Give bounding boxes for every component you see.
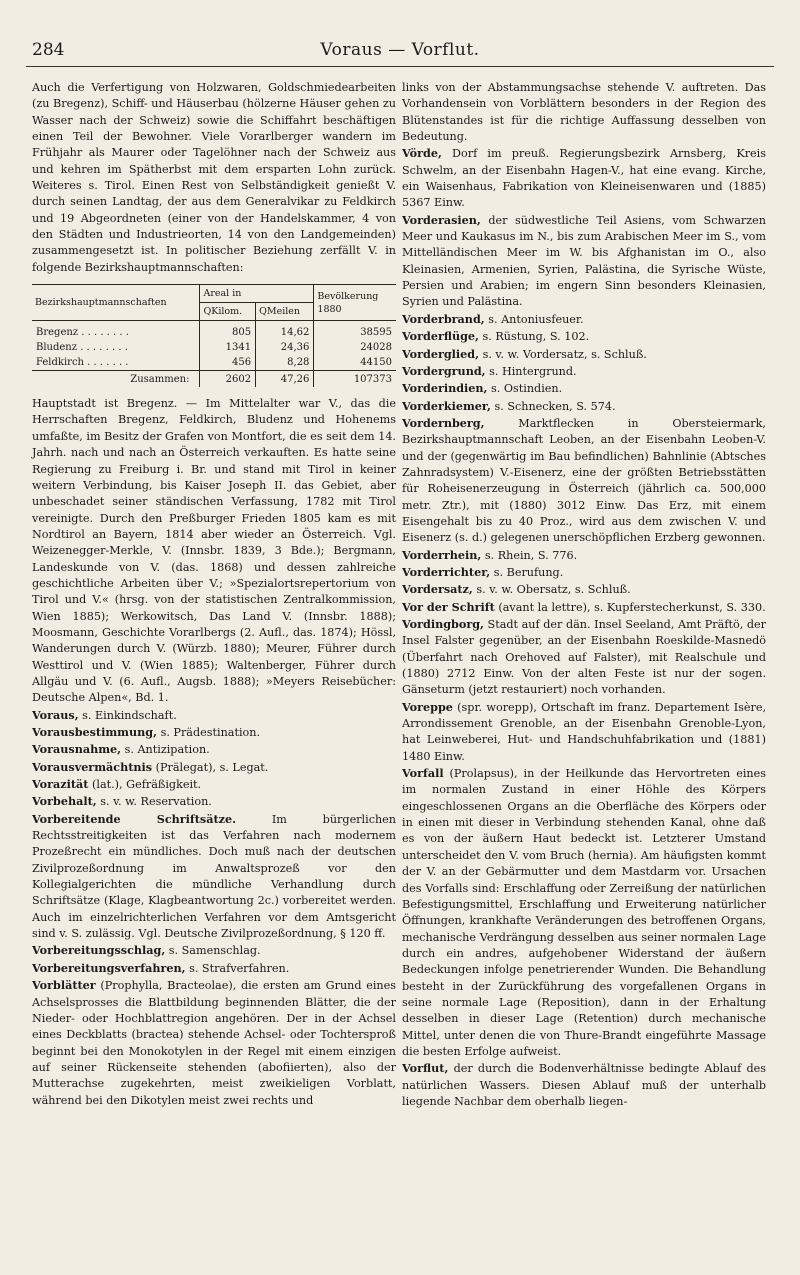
- table-header-area: Areal in: [200, 285, 314, 303]
- entry-vorblaetter: [32, 977, 396, 1109]
- entry-vorderasien: [402, 212, 766, 311]
- entry-vorbereitungsverfahren: [32, 960, 396, 977]
- table-header-area-mi: QMeilen: [256, 303, 314, 321]
- total-label: Zusammen:: [32, 371, 200, 388]
- entry-headword: Vorausvermächtnis: [32, 759, 153, 774]
- entry-headword: Voreppe: [402, 699, 453, 714]
- entry-vorausnahme: [32, 741, 396, 758]
- entry-text: Im bürgerlichen Rechtsstreitigkeiten ist das Verfahren nach modernem Prozeßrecht ein mündliches. Doch muß nach der deutschen Zivilprozeßordnung im Anwaltsprozeß vor den Kollegialgerichten die mündliche Verhandlung durch Schriftsätze (Klage, Klagbeantwortung 2c.) vorbereitet werden. Auch im einzelrichterlichen Verfahren vor dem Amtsgericht sind v. S. zulässig. Vgl. Deutsche Zivilprozeßordnung, § 120 ff.: [32, 812, 396, 941]
- entry-text: s. Hintergrund.: [485, 364, 577, 378]
- total-population: 107373: [314, 371, 396, 388]
- entry-text: s. Prädestination.: [157, 726, 261, 739]
- entry-vordernberg: [402, 415, 766, 547]
- entry-headword: Vorbehalt,: [32, 794, 97, 809]
- table-header-area-km: QKilom.: [200, 303, 256, 321]
- area-mi: 8,28: [256, 355, 314, 371]
- entry-vor-der-schrift: [402, 599, 766, 616]
- entry-headword: Vorderflüge,: [402, 329, 479, 344]
- population: 44150: [314, 355, 396, 371]
- population-year: 1880: [317, 303, 342, 315]
- entry-text: (avant la lettre), s. Kupferstecherkunst, S. 330.: [494, 600, 766, 614]
- entry-text: s. Antoniusfeuer.: [484, 312, 584, 326]
- entry-headword: Vorbereitungsverfahren,: [32, 960, 186, 975]
- entry-voraus: [32, 707, 396, 724]
- entry-vorbehalt: [32, 793, 396, 810]
- entry-headword: Vorderindien,: [402, 381, 488, 396]
- running-title: Voraus — Vorflut.: [320, 40, 480, 60]
- entry-text: s. Ostindien.: [487, 382, 563, 396]
- entry-text: s. Antizipation.: [121, 743, 210, 757]
- entry-vordergrund: [402, 363, 766, 380]
- entry-text: Marktflecken in Obersteiermark, Bezirkshauptmannschaft Leoben, an der Eisenbahn Leoben-V. und der (gegenwärtig im Bau befindlichen) Bahnlinie (Abtsches Zahnradsystem) V.-Eisenerz, eine der größten Betriebsstätten für Roheisenerzeugung in Österreich (jährlich ca. 500,000 metr. Ztr.), mit (1880) 3012 Einw. Das Erz, mit einem Eisengehalt bis zu 40 Proz., wird aus dem zwischen V. und Eisenerz (s. d.) gelegenen unerschöpflichen Erzberg gewonnen.: [402, 416, 766, 545]
- entry-vorbereitende-schriftsaetze: [32, 811, 396, 943]
- entry-headword: Vorbereitende Schriftsätze.: [32, 811, 236, 826]
- entry-text: (Prophylla, Bracteolae), die ersten am Grund eines Achselsprosses die Blattbildung beginnenden Blätter, die der Nieder- oder Hochblattregion angehören. Der in der Achsel eines Deckblatts (bractea) stehende Achsel- oder Tochtersproß beginnt bei den Monokotylen in der Regel mit einem einzigen auf seiner Rückenseite stehenden (abofiierten), also der Mutterachse zugekehrten, meist zweikieligen Vorblatt, während bei den Dikotylen meist zwei rechts und: [32, 979, 396, 1107]
- entry-vorflut: [402, 1060, 766, 1110]
- entry-headword: Vor der Schrift: [402, 599, 495, 614]
- table-total-row: [32, 371, 396, 388]
- entry-vorderbrand: [402, 311, 766, 328]
- entry-text: s. Berufung.: [490, 565, 564, 579]
- entry-text: s. v. w. Obersatz, s. Schluß.: [472, 583, 631, 597]
- entry-text: s. Strafverfahren.: [185, 961, 290, 975]
- table-row: [32, 355, 396, 371]
- page-header: [26, 36, 774, 67]
- entry-text: der südwestliche Teil Asiens, vom Schwarzen Meer und Kaukasus im N., bis zum Arabischen Meer im S., vom Mittelländischen Meer im W. bis Afghanistan im O., also Kleinasien, Armenien, Syrien, Palästina, die Syrische Wüste, Persien und Arabien; im engern Sinn besonders Kleinasien, Syrien und Palästina.: [402, 213, 766, 309]
- area-mi: 24,36: [256, 340, 314, 355]
- table-header-population: [314, 285, 396, 321]
- entry-headword: Vorausbestimmung,: [32, 725, 158, 739]
- right-column: [402, 80, 766, 1110]
- entry-headword: Vorderbrand,: [402, 311, 485, 326]
- entry-text: (Prälegat), s. Legat.: [152, 760, 269, 774]
- population-label: Bevölkerung: [317, 290, 379, 302]
- total-area-mi: 47,26: [256, 371, 314, 388]
- entry-vorfall: [402, 765, 766, 1060]
- entry-headword: Vordersatz,: [402, 582, 473, 597]
- entry-headword: Vorbereitungsschlag,: [32, 943, 166, 958]
- entry-vorderkiemer: [402, 398, 766, 415]
- entry-headword: Vorazität: [32, 777, 89, 792]
- entry-headword: Vorderglied,: [402, 346, 480, 361]
- paragraph-vorarlberg-1: Auch die Verfertigung von Holzwaren, Goldschmiedearbeiten (zu Bregenz), Schiff- und Häuserbau (hölzerne Häuser gehen zu Wasser nach der Schweiz) sowie die Schiffahrt beschäftigen einen Teil der Bewohner. Viele Vorarlberger wandern im Frühjahr als Maurer oder Tagelöhner nach der Schweiz aus und kehren im Spätherbst mit dem ersparten Lohn zurück. Weiteres s. Tirol. Einen Rest von Selbständigkeit genießt V. durch seinen Landtag, der aus dem Generalvikar zu Feldkirch und 19 Abgeordneten (einer von der Handelskammer, 4 von den Städten und Industrieorten, 14 von den Landgemeinden) zusammengesetzt ist. In politischer Beziehung zerfällt V. in folgende Bezirkshauptmannschaften:: [32, 81, 396, 274]
- district-name: Bregenz . . . . . . . .: [36, 327, 129, 339]
- entry-headword: Vordernberg,: [402, 415, 485, 430]
- total-area-km: 2602: [200, 371, 256, 388]
- district-name: Feldkirch . . . . . . .: [36, 357, 129, 369]
- entry-text: (Prolapsus), in der Heilkunde das Hervortreten eines im normalen Zustand in einer Höhle des Körpers eingeschlossenen Organs an die Oberfläche des Körpers oder in einen mit dieser in Verbindung stehenden Kanal, ohne daß es von der äußern Haut bedeckt ist. Letzterer Umstand unterscheidet den V. vom Bruch (hernia). Am häufigsten kommt der V. an der Gebärmutter und dem Mastdarm vor. Ursachen des Vorfalls sind: Erschlaffung oder Zerreißung der natürlichen Befestigungsmittel, Erschlaffung und Erweiterung natürlicher Öffnungen, krankhafte Veränderungen des betroffenen Organs, mechanische Verdrängung desselben aus seiner normalen Lage durch ein andres, aufgehobener Widerstand der äußern Bedeckungen infolge penetrierender Wunden. Die Behandlung besteht in der Zurückführung des vorgefallenen Organs in seine normale Lage (Reposition), dann in der Erhaltung desselben in dieser Lage (Retention) durch mechanische Mittel, unter denen die von Thure-Brandt eingeführte Massage die besten Erfolge aufweist.: [402, 767, 766, 1058]
- entry-headword: Vorderrichter,: [402, 564, 491, 579]
- entry-text: s. Rhein, S. 776.: [481, 548, 578, 562]
- entry-headword: Vorderrhein,: [402, 547, 482, 562]
- paragraph-vorarlberg-2: Hauptstadt ist Bregenz. — Im Mittelalter war V., das die Herrschaften Bregenz, Feldkirch, Bludenz und Hohenems umfaßte, im Besitz der Grafen von Montfort, die es seit dem 14. Jahrh. nach und nach an Österreich verkauften. Es hatte seine Regierung zu Freiburg i. Br. und stand mit Tirol in keiner weitern Verbindung, bis Kaiser Joseph II. das Gebiet, aber unbeschadet seiner ständischen Verfassung, 1782 mit Tirol vereinigte. Durch den Preßburger Frieden 1805 kam es mit Nordtirol an Bayern, 1814 aber wieder an Österreich. Vgl. Weizenegger-Merkle, V. (Innsbr. 1839, 3 Bde.); Bergmann, Landeskunde von V. (das. 1868) und dessen zahlreiche geschichtliche Arbeiten über V.; »Spezialortsrepertorium von Tirol und V.« (hrsg. von der statistischen Zentralkommission, Wien 1885); Werkowitsch, Das Land V. (Innsbr. 1888); Moosmann, Geschichte Vorarlbergs (2. Aufl., das. 1874); Hössl, Wanderungen durch V. (Würzb. 1880); Meurer, Führer durch Westtirol und V. (Wien 1885); Waltenberger, Führer durch Allgäu und V. (6. Aufl., Augsb. 1888); »Meyers Reisebücher: Deutsche Alpen«, Bd. 1.: [32, 397, 396, 705]
- entry-vordersatz: [402, 581, 766, 598]
- population: 24028: [314, 340, 396, 355]
- left-column: [32, 80, 396, 1109]
- entry-text: Dorf im preuß. Regierungsbezirk Arnsberg, Kreis Schwelm, an der Eisenbahn Hagen-V., hat eine evang. Kirche, ein Waisenhaus, Fabrikation von Kleineisenwaren und (1885) 5367 Einw.: [402, 147, 766, 210]
- entry-text: s. v. w. Vordersatz, s. Schluß.: [479, 347, 647, 361]
- entry-voreppe: [402, 699, 766, 765]
- entry-vorderindien: [402, 380, 766, 397]
- area-mi: 14,62: [256, 325, 314, 340]
- entry-text: s. v. w. Reservation.: [96, 795, 212, 809]
- entry-vorausbestimmung: [32, 724, 396, 741]
- entry-text: Stadt auf der dän. Insel Seeland, Amt Präftö, der Insel Falster gegenüber, an der Eisenbahn Roeskilde-Masnedö (Überfahrt nach Orehoved auf Falster), mit Realschule und (1880) 2712 Einw. Von der alten Feste ist nur der sogen. Gänseturm (jetzt restauriert) noch vorhanden.: [402, 618, 766, 697]
- entry-text: der durch die Bodenverhältnisse bedingte Ablauf des natürlichen Wassers. Diesen Ablauf muß der unterhalb liegende Nachbar dem oberhalb liegen-: [402, 1062, 766, 1108]
- area-km: 1341: [200, 340, 256, 355]
- entry-vorderfluege: [402, 328, 766, 345]
- entry-text: s. Samenschlag.: [165, 944, 261, 958]
- entry-text: (spr. worepp), Ortschaft im franz. Departement Isère, Arrondissement Grenoble, an der Eisenbahn Grenoble-Lyon, hat Leinweberei, Hut- und Handschuhfabrikation und (1881) 1480 Einw.: [402, 700, 766, 763]
- district-table: [32, 284, 396, 387]
- entry-headword: Vörde,: [402, 146, 442, 161]
- entry-vorderrichter: [402, 564, 766, 581]
- entry-headword: Vorfall: [402, 766, 444, 781]
- entry-text: (lat.), Gefräßigkeit.: [88, 778, 202, 792]
- entry-vordingborg: [402, 616, 766, 699]
- entry-vorausvermaechtnis: [32, 759, 396, 776]
- area-km: 456: [200, 355, 256, 371]
- district-name: Bludenz . . . . . . . .: [36, 342, 128, 354]
- table-row: [32, 340, 396, 355]
- entry-headword: Vorderkiemer,: [402, 398, 491, 413]
- entry-headword: Vorausnahme,: [32, 742, 122, 757]
- area-km: 805: [200, 325, 256, 340]
- population: 38595: [314, 325, 396, 340]
- entry-headword: Vordingborg,: [402, 617, 484, 631]
- entry-vorderglied: [402, 346, 766, 363]
- table-row: [32, 325, 396, 340]
- entry-headword: Voraus,: [32, 707, 79, 722]
- entry-headword: Vorflut,: [402, 1061, 449, 1076]
- entry-headword: Vorblätter: [32, 978, 96, 993]
- entry-text: s. Schnecken, S. 574.: [490, 399, 616, 413]
- entry-headword: Vordergrund,: [402, 363, 486, 378]
- entry-headword: Vorderasien,: [402, 212, 481, 227]
- entry-text: s. Einkindschaft.: [78, 708, 177, 722]
- entry-vorbereitungsschlag: [32, 942, 396, 959]
- table-header-name: Bezirkshauptmannschaften: [32, 285, 200, 321]
- entry-text: s. Rüstung, S. 102.: [478, 330, 590, 344]
- entry-vorderrhein: [402, 547, 766, 564]
- continuation-text: links von der Abstammungsachse stehende V. auftreten. Das Vorhandensein von Vorblättern besonders in der Region des Blütenstandes ist für die richtige Auffassung desselben von Bedeutung.: [402, 81, 766, 144]
- page-number: 284: [32, 40, 65, 60]
- entry-voerde: [402, 145, 766, 211]
- entry-vorazitaet: [32, 776, 396, 793]
